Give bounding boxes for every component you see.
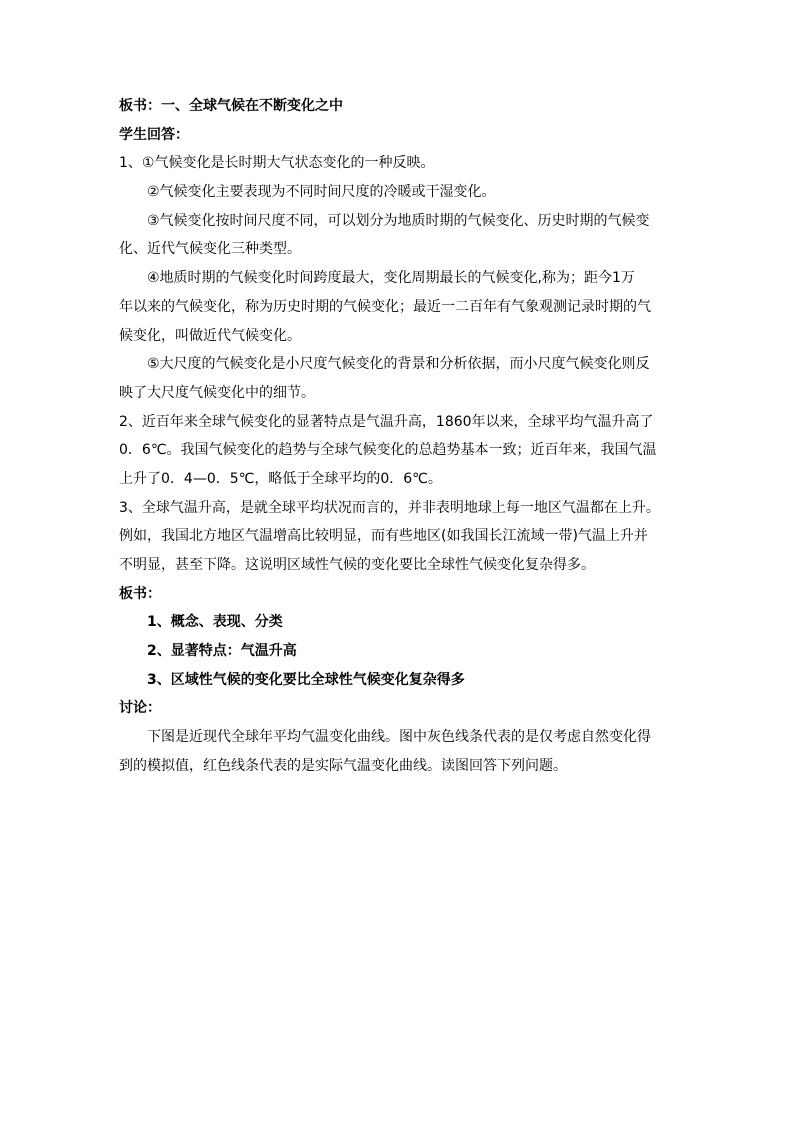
text-line: 0．6℃。我国气候变化的趋势与全球气候变化的总趋势基本一致；近百年来，我国气温 [119, 442, 657, 459]
text-line: ②气候变化主要表现为不同时间尺度的冷暖或干湿变化。 [147, 184, 496, 201]
text-line: 1、概念、表现、分类 [147, 614, 283, 631]
text-line: 板书： [119, 585, 161, 602]
text-line: 不明显，甚至下降。这说明区域性气候的变化要比全球性气候变化复杂得多。 [119, 557, 595, 573]
text-line: 板书：一、全球气候在不断变化之中 [119, 98, 343, 114]
text-line: 3、区域性气候的变化要比全球性气候变化复杂得多 [147, 671, 465, 688]
text-line: 映了大尺度气候变化中的细节。 [119, 384, 315, 401]
text-line: 上升了0．4—0．5℃，略低于全球平均的0．6℃。 [119, 470, 442, 487]
text-line: 2、近百年来全球气候变化的显著特点是气温升高，1860年以来，全球平均气温升高了 [119, 413, 654, 430]
text-line: 下图是近现代全球年平均气温变化曲线。图中灰色线条代表的是仅考虑自然变化得 [147, 729, 651, 746]
text-line: ⑤大尺度的气候变化是小尺度气候变化的背景和分析依据，而小尺度气候变化则反 [147, 356, 650, 373]
text-line: ④地质时期的气候变化时间跨度最大，变化周期最长的气候变化,称为；距今1万 [147, 270, 635, 287]
text-line: ③气候变化按时间尺度不同，可以划分为地质时期的气候变化、历史时期的气候变 [147, 212, 650, 229]
document-body [119, 92, 679, 781]
text-line: 例如，我国北方地区气温增高比较明显，而有些地区(如我国长江流域一带)气温上升并 [119, 528, 648, 545]
text-line: 年以来的气候变化，称为历史时期的气候变化；最近一二百年有气象观测记录时期的气 [119, 298, 651, 315]
text-line: 化、近代气候变化三种类型。 [119, 241, 301, 258]
text-line: 1、①气候变化是长时期大气状态变化的一种反映。 [119, 155, 435, 172]
text-line: 3、全球气温升高，是就全球平均状况而言的，并非表明地球上每一地区气温都在上升。 [119, 499, 660, 516]
text-line: 学生回答： [119, 126, 189, 143]
text-line: 候变化，叫做近代气候变化。 [119, 327, 301, 344]
text-line: 2、显著特点：气温升高 [147, 643, 297, 660]
text-line: 到的模拟值，红色线条代表的是实际气温变化曲线。读图回答下列问题。 [119, 757, 567, 774]
text-line: 讨论： [119, 700, 161, 717]
